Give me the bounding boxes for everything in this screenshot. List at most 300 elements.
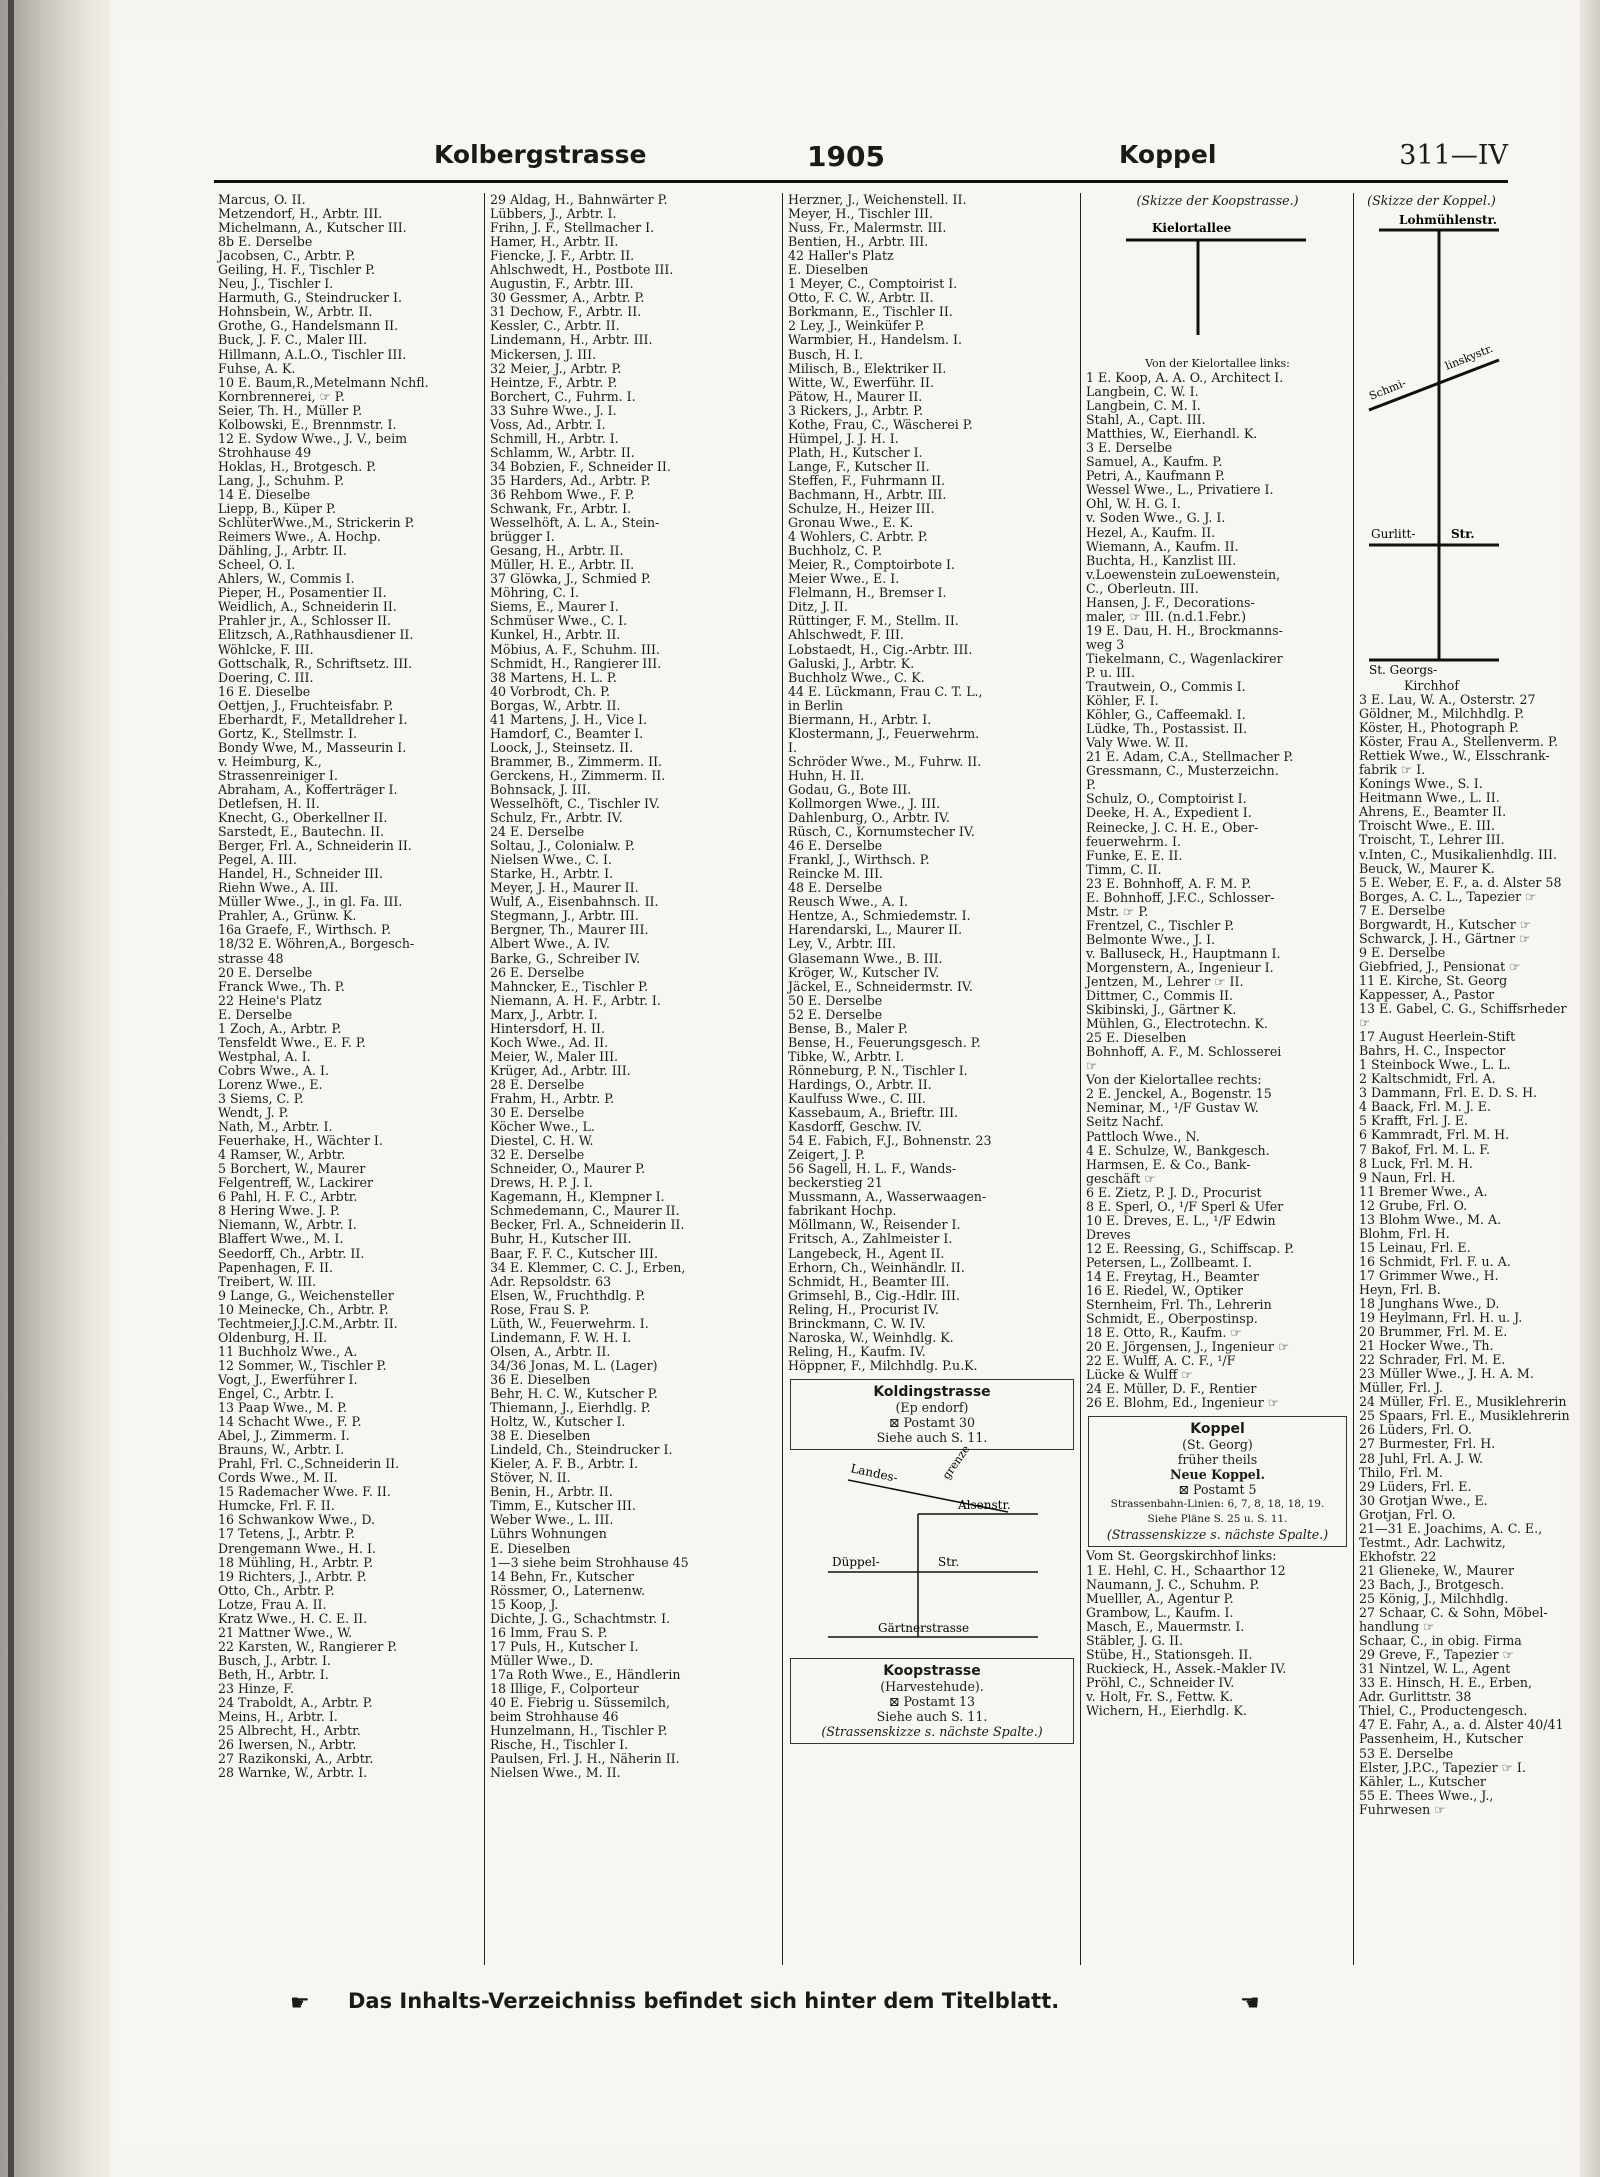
directory-entry: 54 E. Fabich, F.J., Bohnenstr. 23: [788, 1133, 992, 1149]
sketch-label: St. Georgs-: [1369, 663, 1438, 677]
scan-edge: [1580, 0, 1600, 2177]
directory-entry: Prahl, Frl. C.,Schneiderin II.: [218, 1456, 400, 1472]
column-5: [1355, 193, 1570, 1965]
directory-entry: 16 Schwankow Wwe., D.: [218, 1512, 376, 1528]
directory-entry: Müller Wwe., J., in gl. Fa. III.: [218, 894, 403, 910]
directory-entry: Godau, G., Bote III.: [788, 781, 912, 797]
header-year: 1905: [807, 140, 885, 173]
directory-entry: 2 Ley, J., Weinküfer P.: [788, 318, 925, 334]
directory-entry: Oettjen, J., Fruchteisfabr. P.: [218, 697, 394, 713]
directory-entry: 1 E. Koop, A. A. O., Architect I.: [1086, 370, 1284, 385]
directory-entry: 33 Suhre Wwe., J. I.: [490, 402, 617, 418]
directory-entry: Treibert, W. III.: [218, 1273, 317, 1289]
directory-entry: Hümpel, J. J. H. I.: [788, 430, 899, 446]
directory-entry: 16 E. Riedel, W., Optiker: [1086, 1283, 1244, 1299]
directory-entry: Niemann, A. H. F., Arbtr. I.: [490, 992, 661, 1008]
directory-entry: Kolbowski, E., Brennmstr. I.: [218, 416, 397, 432]
directory-entry: 12 Sommer, W., Tischler P.: [218, 1357, 387, 1373]
directory-entry: 34 E. Klemmer, C. C. J., Erben,: [490, 1259, 686, 1275]
directory-entry: 9 E. Derselbe: [1359, 944, 1446, 960]
directory-entry: Heyn, Frl. B.: [1359, 1281, 1441, 1297]
directory-entry: Kröger, W., Kutscher IV.: [788, 964, 940, 980]
footer-notice: [290, 1985, 1440, 2025]
directory-entry: 17 Puls, H., Kutscher I.: [490, 1638, 639, 1654]
directory-entry: Kornbrennerei, ☞ P.: [218, 388, 345, 404]
directory-entry: Reimers Wwe., A. Hochp.: [218, 529, 381, 545]
directory-entry: Benin, H., Arbtr. II.: [490, 1484, 613, 1500]
directory-entry: Fuhse, A. K.: [218, 360, 296, 376]
directory-entry: 47 E. Fahr, A., a. d. Alster 40/41: [1359, 1717, 1564, 1733]
sketch-label: Düppel-: [832, 1554, 880, 1569]
directory-entry: Harendarski, L., Maurer II.: [788, 922, 963, 938]
directory-entry: 19 Heylmann, Frl. H. u. J.: [1359, 1310, 1523, 1326]
directory-entry: Cords Wwe., M. II.: [218, 1470, 338, 1486]
directory-entry: 27 Schaar, C. & Sohn, Möbel-: [1359, 1605, 1548, 1621]
directory-entry: Buchholz Wwe., C. K.: [788, 669, 925, 685]
directory-entry: 25 E. Dieselben: [1086, 1030, 1187, 1046]
directory-entry: 23 Hinze, F.: [218, 1680, 295, 1696]
directory-entry: Petersen, L., Zollbeamt. I.: [1086, 1254, 1252, 1270]
directory-entry: P.: [1086, 777, 1096, 793]
directory-entry: Franck Wwe., Th. P.: [218, 978, 345, 994]
directory-entry: Grotjan, Frl. O.: [1359, 1506, 1456, 1522]
directory-entry: Blaffert Wwe., M. I.: [218, 1231, 344, 1247]
directory-entry: Timm, C. II.: [1086, 861, 1162, 877]
directory-entry: 26 Lüders, Frl. O.: [1359, 1422, 1472, 1438]
directory-entry: Flelmann, H., Bremser I.: [788, 585, 947, 601]
directory-entry: Wichern, H., Eierhdlg. K.: [1086, 1702, 1247, 1718]
directory-entry: 26 Iwersen, N., Arbtr.: [218, 1737, 357, 1753]
directory-entry: I.: [788, 739, 797, 755]
directory-entry: Köster, H., Photograph P.: [1359, 720, 1519, 736]
directory-entry: 27 Burmester, Frl. H.: [1359, 1436, 1496, 1452]
directory-entry: Berger, Frl. A., Schneiderin II.: [218, 838, 412, 854]
directory-entry: Skibinski, J., Gärtner K.: [1086, 1002, 1237, 1018]
directory-entry: 9 Lange, G., Weichensteller: [218, 1287, 394, 1303]
directory-entry: Dähling, J., Arbtr. II.: [218, 543, 347, 559]
directory-entry: Zeigert, J. P.: [788, 1147, 865, 1163]
directory-entry: Harmuth, G., Steindrucker I.: [218, 290, 402, 306]
directory-entry: 6 E. Zietz, P. J. D., Procurist: [1086, 1184, 1262, 1200]
directory-entry: 21—31 E. Joachims, A. C. E.,: [1359, 1520, 1543, 1536]
street-sketch-koppel: [1359, 210, 1504, 680]
directory-entry: Lübbers, J., Arbtr. I.: [490, 206, 617, 222]
directory-entry: Gortz, K., Stellmstr. I.: [218, 725, 358, 741]
directory-entry: Lücke & Wulff ☞: [1086, 1367, 1193, 1383]
directory-entry: Metzendorf, H., Arbtr. III.: [218, 206, 383, 222]
directory-entry: Hentze, A., Schmiedemstr. I.: [788, 908, 971, 924]
directory-entry: 18 Illige, F., Colporteur: [490, 1680, 639, 1696]
directory-entry: Busch, H. I.: [788, 346, 863, 362]
directory-entry: 4 Wohlers, C. Arbtr. P.: [788, 529, 928, 545]
directory-entry: Deeke, H. A., Expedient I.: [1086, 805, 1252, 821]
pointing-hand-icon: ☚: [1240, 1991, 1260, 2016]
directory-entry: Bachmann, H., Arbtr. III.: [788, 486, 947, 502]
directory-entry: Neu, J., Tischler I.: [218, 276, 334, 292]
directory-entry: fabrikant Hochp.: [788, 1203, 897, 1219]
directory-entry: 41 Martens, J. H., Vice I.: [490, 711, 648, 727]
directory-entry: Brinckmann, C. W. IV.: [788, 1315, 926, 1331]
directory-entry: Lindemann, F. W. H. I.: [490, 1329, 632, 1345]
directory-entry: Rüttinger, F. M., Stellm. II.: [788, 613, 959, 629]
directory-entry: Nuss, Fr., Malermstr. III.: [788, 220, 947, 236]
directory-entry: Hamer, H., Arbtr. II.: [490, 234, 619, 250]
directory-entry: Sternheim, Frl. Th., Lehrerin: [1086, 1297, 1272, 1313]
directory-entry: Fuhrwesen ☞: [1359, 1801, 1446, 1817]
directory-entry: Bahrs, H. C., Inspector: [1359, 1043, 1506, 1059]
former-name: Neue Koppel.: [1170, 1467, 1265, 1483]
binding-edge: [8, 0, 14, 2177]
directory-entry: Thiel, C., Productengesch.: [1359, 1703, 1528, 1719]
directory-entry: Brammer, B., Zimmerm. II.: [490, 753, 663, 769]
directory-entry: Reinecke, J. C. H. E., Ober-: [1086, 819, 1259, 835]
directory-entry: Möbius, A. F., Schuhm. III.: [490, 641, 660, 657]
directory-entry: 21 Mattner Wwe., W.: [218, 1624, 353, 1640]
directory-entry: Hintersdorf, H. II.: [490, 1020, 605, 1036]
directory-entry: 8 E. Sperl, O., ¹/F Sperl & Ufer: [1086, 1198, 1284, 1214]
directory-entry: Schröder Wwe., M., Fuhrw. II.: [788, 753, 982, 769]
directory-entry: Tensfeldt Wwe., E. F. P.: [218, 1034, 366, 1050]
directory-entry: Beuck, W., Maurer K.: [1359, 860, 1495, 876]
directory-entry: 24 E. Derselbe: [490, 824, 585, 840]
directory-entry: Höppner, F., Milchhdlg. P.u.K.: [788, 1357, 978, 1373]
directory-entry: Funke, E. E. II.: [1086, 847, 1183, 863]
directory-entry: Fiencke, J. F., Arbtr. II.: [490, 248, 635, 264]
directory-entry: Morgenstern, A., Ingenieur I.: [1086, 959, 1274, 975]
directory-entry: Ahlers, W., Commis I.: [218, 571, 355, 587]
directory-entry: Vogt, J., Ewerführer I.: [218, 1371, 358, 1387]
directory-entry: 44 E. Lückmann, Frau C. T. L.,: [788, 683, 983, 699]
directory-entry: Lange, F., Kutscher II.: [788, 458, 930, 474]
directory-entry: 20 Brummer, Frl. M. E.: [1359, 1324, 1508, 1340]
directory-entry: Reusch Wwe., A. I.: [788, 894, 908, 910]
directory-entry: Lobstaedt, H., Cig.-Arbtr. III.: [788, 641, 973, 657]
directory-entry: Hunzelmann, H., Tischler P.: [490, 1723, 668, 1739]
directory-entry: Frankl, J., Wirthsch. P.: [788, 852, 930, 868]
directory-entry: Rönneburg, P. N., Tischler I.: [788, 1062, 968, 1078]
directory-entry: geschäft ☞: [1086, 1170, 1156, 1186]
directory-entry: Abel, J., Zimmerm. I.: [218, 1428, 350, 1444]
directory-entry: 48 E. Derselbe: [788, 880, 883, 896]
directory-entry: Handel, H., Schneider III.: [218, 866, 383, 882]
directory-entry: 30 E. Derselbe: [490, 1105, 585, 1121]
directory-entry: 31 Nintzel, W. L., Agent: [1359, 1661, 1511, 1677]
directory-entry: 22 Karsten, W., Rangierer P.: [218, 1638, 398, 1654]
directory-entry: 22 Schrader, Frl. M. E.: [1359, 1352, 1506, 1368]
directory-entry: 18/32 E. Wöhren,A., Borgesch-: [218, 936, 415, 952]
entry-list: [486, 193, 782, 1780]
directory-entry: 14 Schacht Wwe., F. P.: [218, 1414, 362, 1430]
directory-entry: Fritsch, A., Zahlmeister I.: [788, 1231, 953, 1247]
directory-entry: Buchta, H., Kanzlist III.: [1086, 552, 1237, 568]
directory-entry: Buhr, H., Kutscher III.: [490, 1231, 632, 1247]
directory-entry: Müller, Frl. J.: [1359, 1380, 1444, 1396]
entry-list: [214, 193, 484, 1780]
directory-entry: Bense, B., Maler P.: [788, 1020, 908, 1036]
directory-entry: Borgas, W., Arbtr. II.: [490, 697, 621, 713]
directory-entry: 17a Roth Wwe., E., Händlerin: [490, 1666, 681, 1682]
column-3: [784, 193, 1081, 1965]
directory-entry: Borkmann, E., Tischler II.: [788, 304, 953, 320]
entry-list: [1082, 1549, 1353, 1718]
directory-entry: Feuerhake, H., Wächter I.: [218, 1133, 383, 1149]
directory-entry: Kunkel, H., Arbtr. II.: [490, 627, 621, 643]
directory-entry: 15 Rademacher Wwe. F. II.: [218, 1484, 391, 1500]
directory-entry: Wesselhöft, C., Tischler IV.: [490, 796, 660, 812]
directory-entry: Schwank, Fr., Arbtr. I.: [490, 501, 632, 517]
directory-entry: 12 E. Sydow Wwe., J. V., beim: [218, 430, 408, 446]
directory-entry: Ahrens, E., Beamter II.: [1359, 804, 1507, 820]
directory-entry: Dreves: [1086, 1226, 1131, 1242]
directory-entry: 24 Traboldt, A., Arbtr. P.: [218, 1695, 373, 1711]
directory-entry: Schulze, H., Heizer III.: [788, 501, 935, 517]
directory-entry: Wiemann, A., Kaufm. II.: [1086, 538, 1239, 554]
sketch-label: Str.: [938, 1554, 960, 1569]
directory-entry: Kassebaum, A., Brieftr. III.: [788, 1105, 959, 1121]
directory-entry: Schmedemann, C., Maurer II.: [490, 1203, 680, 1219]
directory-entry: Schlamm, W., Arbtr. II.: [490, 444, 635, 460]
directory-entry: 10 Meinecke, Ch., Arbtr. P.: [218, 1301, 389, 1317]
directory-entry: 11 Bremer Wwe., A.: [1359, 1183, 1488, 1199]
running-header: [214, 136, 1508, 183]
directory-entry: Adr. Repsoldstr. 63: [490, 1273, 612, 1289]
directory-entry: Pegel, A. III.: [218, 852, 297, 868]
directory-entry: Meier, R., Comptoirbote I.: [788, 557, 956, 573]
directory-entry: Gressmann, C., Musterzeichn.: [1086, 763, 1279, 779]
directory-entry: Buchholz, C. P.: [788, 543, 883, 559]
directory-entry: 12 E. Reessing, G., Schiffscap. P.: [1086, 1240, 1295, 1256]
directory-entry: Ruckieck, H., Assek.-Makler IV.: [1086, 1660, 1287, 1676]
header-page-number: 311—IV: [1399, 140, 1508, 171]
directory-entry: 4 Baack, Frl. M. J. E.: [1359, 1099, 1491, 1115]
directory-entry: Thiemann, J., Eierhdlg. P.: [490, 1400, 651, 1416]
directory-entry: 32 E. Derselbe: [490, 1147, 585, 1163]
directory-entry: Geiling, H. F., Tischler P.: [218, 262, 376, 278]
directory-entry: Westphal, A. I.: [218, 1048, 311, 1064]
directory-entry: Bergner, Th., Maurer III.: [490, 922, 649, 938]
directory-entry: Kieler, A. F. B., Arbtr. I.: [490, 1456, 639, 1472]
directory-entry: Frahm, H., Arbtr. P.: [490, 1091, 615, 1106]
directory-entry: Siems, E., Maurer I.: [490, 599, 619, 615]
directory-entry: weg 3: [1086, 636, 1125, 652]
entry-list: [1355, 692, 1570, 1817]
directory-entry: Riehn Wwe., A. III.: [218, 880, 339, 896]
directory-entry: 32 Meier, J., Arbtr. P.: [490, 360, 622, 376]
directory-entry: Mussmann, A., Wasserwaagen-: [788, 1189, 987, 1205]
directory-entry: brügger I.: [490, 529, 555, 545]
directory-entry: 25 Spaars, Frl. E., Musiklehrerin: [1359, 1408, 1570, 1424]
directory-entry: Liepp, B., Küper P.: [218, 501, 336, 517]
directory-entry: Mstr. ☞ P.: [1086, 903, 1149, 919]
directory-entry: Wesselhöft, A. L. A., Stein-: [490, 515, 660, 531]
directory-entry: Otto, Ch., Arbtr. P.: [218, 1582, 335, 1598]
directory-entry: Stöver, N. II.: [490, 1470, 571, 1486]
directory-entry: Hamdorf, C., Beamter I.: [490, 725, 644, 741]
sketch-label: Gurlitt-: [1371, 527, 1416, 541]
directory-entry: Bohnsack, J. III.: [490, 781, 591, 797]
directory-entry: Timm, E., Kutscher III.: [490, 1498, 636, 1514]
directory-entry: 26 E. Derselbe: [490, 964, 585, 980]
directory-entry: 40 E. Fiebrig u. Süssemilch,: [490, 1695, 671, 1711]
directory-entry: Plath, H., Kutscher I.: [788, 444, 923, 460]
directory-entry: Petri, A., Kaufmann P.: [1086, 468, 1225, 484]
directory-entry: Borgwardt, H., Kutscher ☞: [1359, 916, 1532, 932]
directory-entry: 18 E. Otto, R., Kaufm. ☞: [1086, 1325, 1242, 1341]
directory-entry: Holtz, W., Kutscher I.: [490, 1414, 626, 1430]
directory-entry: 53 E. Derselbe: [1359, 1745, 1454, 1761]
directory-entry: Schmidt, E., Oberpostinsp.: [1086, 1311, 1258, 1327]
directory-entry: 17 Grimmer Wwe., H.: [1359, 1267, 1499, 1283]
directory-entry: E. Derselbe: [218, 1006, 293, 1022]
directory-entry: beckerstieg 21: [788, 1175, 883, 1191]
directory-entry: Doering, C. III.: [218, 669, 314, 685]
directory-entry: 37 Glöwka, J., Schmied P.: [490, 571, 651, 587]
directory-entry: Muelller, A., Agentur P.: [1086, 1590, 1234, 1606]
directory-entry: Hillmann, A.L.O., Tischler III.: [218, 346, 407, 362]
directory-entry: Rössmer, O., Laternenw.: [490, 1582, 645, 1598]
directory-entry: 50 E. Derselbe: [788, 992, 883, 1008]
directory-entry: 8 Hering Wwe. J. P.: [218, 1203, 340, 1219]
directory-entry: Milisch, B., Elektriker II.: [788, 360, 947, 376]
directory-entry: Kothe, Frau, C., Wäscherei P.: [788, 416, 973, 432]
directory-entry: Augustin, F., Arbtr. III.: [490, 276, 634, 292]
directory-entry: Lührs Wohnungen: [490, 1526, 607, 1542]
directory-entry: Kappesser, A., Pastor: [1359, 986, 1495, 1002]
directory-entry: 36 Rehbom Wwe., F. P.: [490, 486, 635, 502]
directory-entry: Nielsen Wwe., C. I.: [490, 852, 612, 868]
directory-entry: Von der Kielortallee rechts:: [1086, 1072, 1262, 1088]
directory-entry: Bense, H., Feuerungsgesch. P.: [788, 1034, 981, 1050]
sketch-label: linskystr.: [1443, 341, 1495, 373]
directory-entry: ☞: [1086, 1058, 1098, 1074]
directory-entry: Marcus, O. II.: [218, 192, 306, 207]
directory-entry: 22 E. Wulff, A. C. F., ¹/F: [1086, 1353, 1236, 1369]
directory-entry: 42 Haller's Platz: [788, 248, 894, 264]
directory-entry: 12 Grube, Frl. O.: [1359, 1197, 1468, 1213]
directory-entry: Witte, W., Ewerführ. II.: [788, 374, 935, 390]
directory-entry: 10 E. Baum,R.,Metelmann Nchfl.: [218, 374, 429, 390]
directory-entry: Dahlenburg, O., Arbtr. IV.: [788, 810, 950, 826]
entry-list: [784, 193, 1080, 1373]
directory-entry: Lorenz Wwe., E.: [218, 1076, 323, 1092]
directory-entry: Schmidt, H., Beamter III.: [788, 1273, 950, 1289]
directory-entry: Elitzsch, A.,Rathhausdiener II.: [218, 627, 414, 643]
sketch-label: Str.: [1451, 527, 1475, 541]
post-office: ⊠ Postamt 30: [888, 1414, 976, 1430]
directory-entry: Eberhardt, F., Metalldreher I.: [218, 711, 408, 727]
directory-entry: Lüdke, Th., Postassist. II.: [1086, 721, 1248, 737]
directory-entry: handlung ☞: [1359, 1619, 1435, 1635]
district: (Ep endorf): [895, 1399, 969, 1415]
directory-entry: Jacobsen, C., Arbtr. P.: [218, 248, 356, 264]
sketch-caption: (Skizze der Koppel.): [1367, 193, 1496, 208]
directory-entry: Loock, J., Steinsetz. II.: [490, 739, 634, 755]
directory-entry: Techtmeier,J.J.C.M.,Arbtr. II.: [218, 1315, 398, 1331]
post-office: ⊠ Postamt 5: [1178, 1482, 1257, 1498]
directory-entry: Kratz Wwe., H. C. E. II.: [218, 1610, 368, 1626]
directory-entry: Köcher Wwe., L.: [490, 1119, 595, 1135]
sketch-label: Kielortallee: [1152, 221, 1232, 235]
directory-entry: Stegmann, J., Arbtr. III.: [490, 908, 639, 924]
directory-entry: 25 König, J., Milchhdlg.: [1359, 1591, 1509, 1606]
directory-entry: Stübe, H., Stationsgeh. II.: [1086, 1646, 1253, 1662]
directory-entry: Schulz, Fr., Arbtr. IV.: [490, 810, 623, 826]
directory-entry: Soltau, J., Colonialw. P.: [490, 838, 635, 854]
directory-entry: 38 Martens, H. L. P.: [490, 669, 617, 685]
directory-entry: Möllmann, W., Reisender I.: [788, 1217, 961, 1233]
directory-entry: Engel, C., Arbtr. I.: [218, 1385, 334, 1401]
directory-entry: 46 E. Derselbe: [788, 838, 883, 854]
sketch-caption: (Skizze der Koopstrasse.): [1136, 193, 1299, 208]
directory-entry: 13 E. Gabel, C. G., Schiffsrheder: [1359, 1001, 1567, 1017]
sketch-label: Gärtnerstrasse: [878, 1620, 970, 1635]
directory-entry: Bohnhoff, A. F., M. Schlosserei: [1086, 1044, 1282, 1060]
directory-entry: Hohnsbein, W., Arbtr. II.: [218, 304, 373, 320]
directory-entry: 14 E. Freytag, H., Beamter: [1086, 1269, 1259, 1284]
directory-entry: Nath, M., Arbtr. I.: [218, 1119, 333, 1135]
directory-entry: Weidlich, A., Schneiderin II.: [218, 599, 397, 615]
street-title: Koppel: [1190, 1421, 1245, 1438]
directory-entry: Lotze, Frau A. II.: [218, 1596, 327, 1612]
directory-entry: 3 E. Derselbe: [1086, 440, 1173, 456]
directory-entry: Felgentreff, W., Lackirer: [218, 1175, 374, 1191]
directory-entry: Gottschalk, R., Schriftsetz. III.: [218, 655, 413, 671]
directory-entry: 1—3 siehe beim Strohhause 45: [490, 1554, 689, 1570]
directory-entry: Glasemann Wwe., B. III.: [788, 950, 943, 966]
directory-entry: Frihn, J. F., Stellmacher I.: [490, 220, 655, 236]
directory-entry: Meins, H., Arbtr. I.: [218, 1709, 338, 1725]
directory-entry: Diestel, C. H. W.: [490, 1133, 594, 1149]
directory-entry: Olsen, A., Arbtr. II.: [490, 1343, 611, 1359]
sketch-note: (Strassenskizze s. nächste Spalte.): [1106, 1527, 1329, 1543]
directory-entry: 24 E. Müller, D. F., Rentier: [1086, 1381, 1257, 1397]
directory-entry: Michelmann, A., Kutscher III.: [218, 220, 407, 236]
directory-entry: 5 Krafft, Frl. J. E.: [1359, 1113, 1469, 1129]
sketch-label: Schmi-: [1367, 376, 1408, 403]
directory-entry: 18 Junghans Wwe., D.: [1359, 1296, 1500, 1312]
directory-entry: Reling, H., Kaufm. IV.: [788, 1343, 926, 1359]
directory-entry: Passenheim, H., Kutscher: [1359, 1731, 1523, 1747]
street-sketch-koldingstrasse: [788, 1442, 1072, 1652]
directory-entry: Dittmer, C., Commis II.: [1086, 988, 1234, 1004]
directory-entry: 13 Paap Wwe., M. P.: [218, 1400, 348, 1416]
directory-entry: Buck, J. F. C., Maler III.: [218, 332, 367, 348]
directory-entry: Gerckens, H., Zimmerm. II.: [490, 767, 666, 783]
directory-entry: 7 E. Derselbe: [1359, 902, 1446, 918]
directory-entry: 38 E. Dieselben: [490, 1428, 591, 1444]
directory-entry: Elster, J.P.C., Tapezier ☞ I.: [1359, 1759, 1526, 1775]
directory-entry: 22 Heine's Platz: [218, 992, 322, 1008]
directory-entry: Nielsen Wwe., M. II.: [490, 1765, 621, 1781]
directory-entry: 27 Razikonski, A., Arbtr.: [218, 1751, 374, 1767]
directory-entry: Ditz, J. II.: [788, 599, 848, 615]
directory-entry: 3 Siems, C. P.: [218, 1091, 304, 1106]
directory-entry: Elsen, W., Fruchthdlg. P.: [490, 1287, 646, 1303]
directory-entry: 23 Bach, J., Brotgesch.: [1359, 1576, 1505, 1592]
sketch-label: grenze: [939, 1442, 973, 1482]
directory-entry: 15 Leinau, Frl. E.: [1359, 1239, 1471, 1255]
cross-reference: Siehe Pläne S. 25 u. S. 11.: [1147, 1513, 1288, 1526]
directory-entry: Reling, H., Procurist IV.: [788, 1301, 939, 1317]
directory-entry: Adr. Gurlittstr. 38: [1359, 1689, 1472, 1705]
book-binding: [0, 0, 110, 2177]
directory-entry: 2 E. Jenckel, A., Bogenstr. 15: [1086, 1086, 1272, 1102]
directory-entry: Hansen, J. F., Decorations-: [1086, 594, 1255, 610]
directory-entry: Wulf, A., Eisenbahnsch. II.: [490, 894, 659, 910]
directory-entry: ☞: [1359, 1015, 1371, 1031]
directory-entry: Hardings, O., Arbtr. II.: [788, 1076, 932, 1092]
directory-entry: 6 Kammradt, Frl. M. H.: [1359, 1127, 1510, 1143]
